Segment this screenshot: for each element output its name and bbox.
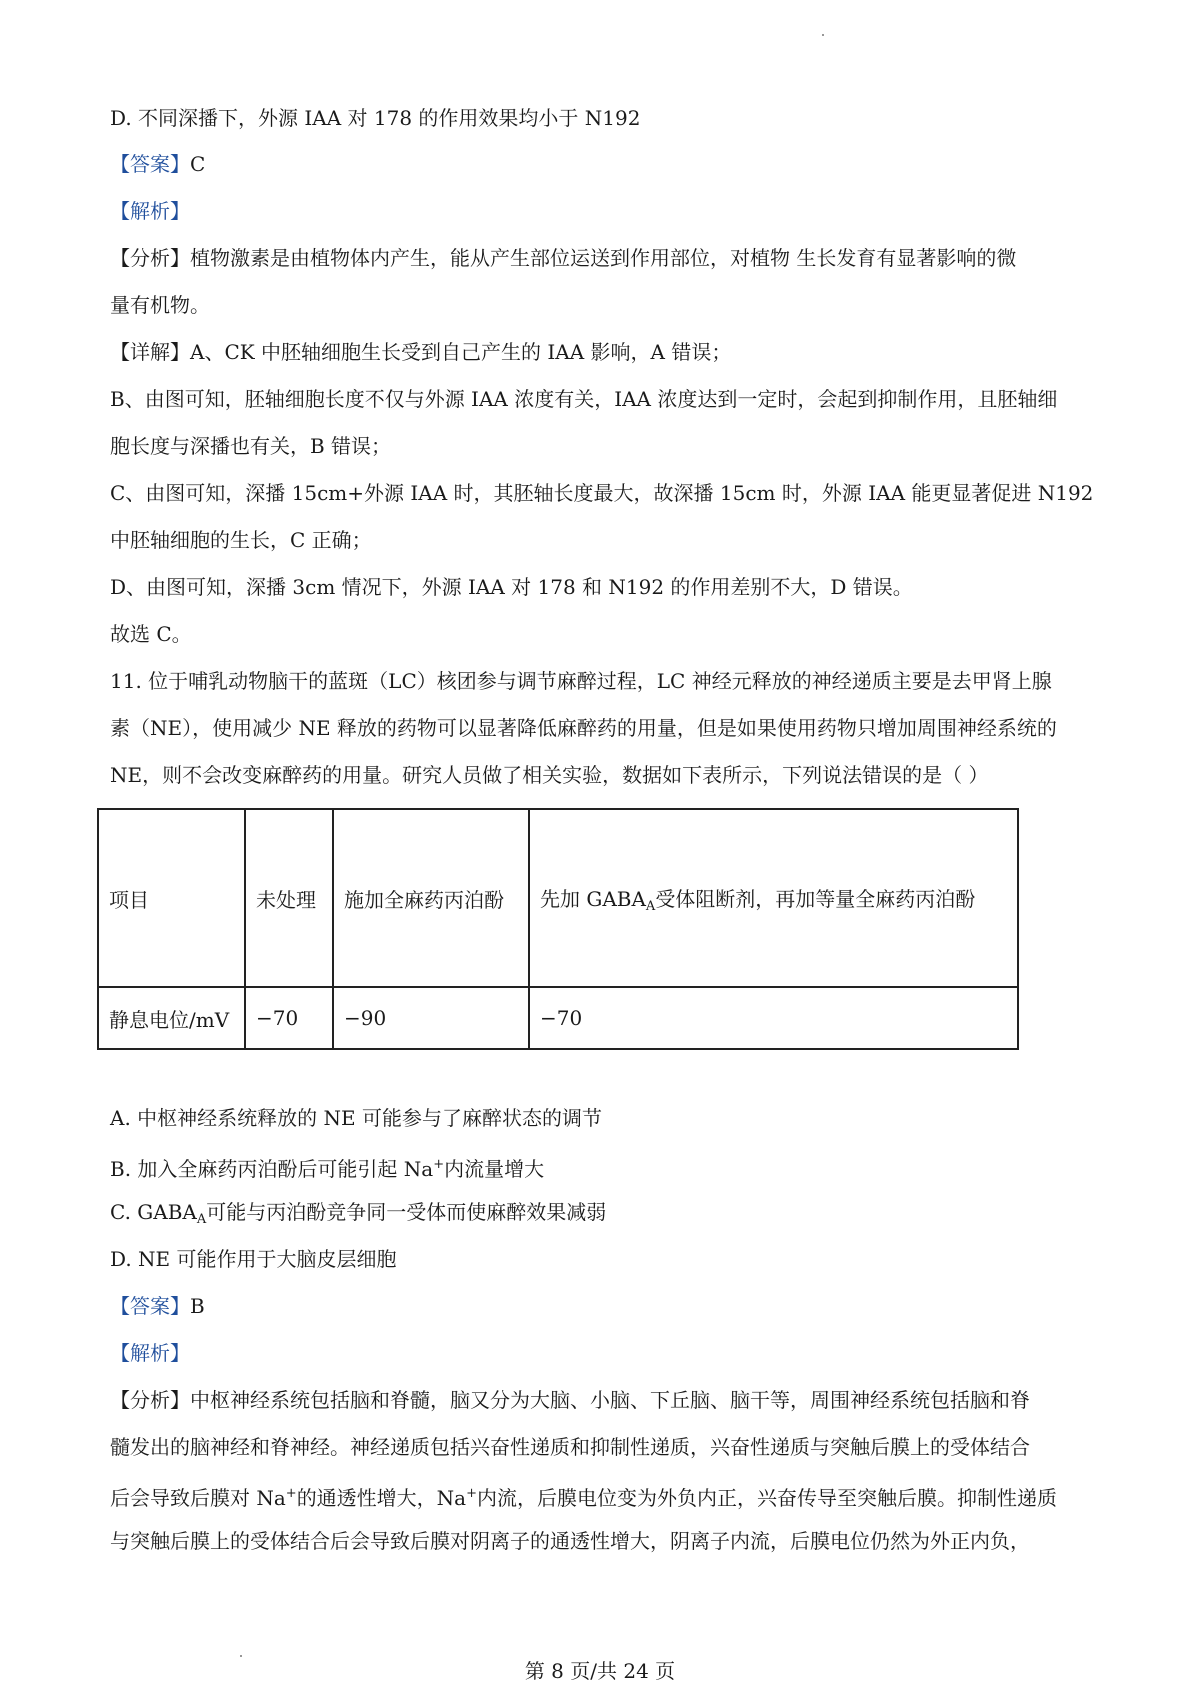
answer-line-2: [110, 1292, 1100, 1320]
table-header-untreated: 未处理: [245, 809, 333, 987]
scan-dot: [822, 34, 824, 36]
analysis-label: 【解析】: [110, 1341, 190, 1365]
detail-b-1: B、由图可知，胚轴细胞长度不仅与外源 IAA 浓度有关，IAA 浓度达到一定时，会起到抑制作用，且胚轴细: [110, 387, 1058, 411]
detail-a: 【详解】A、CK 中胚轴细胞生长受到自己产生的 IAA 影响，A 错误；: [110, 340, 732, 364]
analysis-heading: [110, 197, 1100, 225]
table-cell-propofol: −90: [333, 987, 529, 1049]
option-d: D. NE 可能作用于大脑皮层细胞: [110, 1247, 397, 1271]
detail-b-2: 胞长度与深播也有关，B 错误；: [110, 434, 392, 458]
question-11-line-1: 11. 位于哺乳动物脑干的蓝斑（LC）核团参与调节麻醉过程，LC 神经元释放的神经递质主要是去甲肾上腺: [110, 669, 1052, 693]
conclusion: 故选 C。: [110, 622, 192, 646]
analysis-text-2: 量有机物。: [110, 293, 210, 317]
answer-label: 【答案】: [110, 152, 190, 176]
option-b: B. 加入全麻药丙泊酚后可能引起 Na+内流量增大: [110, 1157, 545, 1181]
answer-value: B: [190, 1294, 205, 1318]
table-header-propofol: 施加全麻药丙泊酚: [333, 809, 529, 987]
answer-line: [110, 150, 1100, 178]
detail-c-2: 中胚轴细胞的生长，C 正确；: [110, 528, 372, 552]
question-11-line-3: NE，则不会改变麻醉药的用量。研究人员做了相关实验，数据如下表所示，下列说法错误的是（ ）: [110, 763, 989, 787]
analysis2-text-4: 与突触后膜上的受体结合后会导致后膜对阴离子的通透性增大，阴离子内流，后膜电位仍然为外正内负，: [110, 1529, 1030, 1553]
table-cell-blocker: −70: [529, 987, 1018, 1049]
table-row: [98, 809, 1018, 987]
table-row: [98, 987, 1018, 1049]
option-c: C. $GABA_A$可能与丙泊酚竞争同一受体而使麻醉效果减弱: [110, 1200, 607, 1227]
analysis-heading-2: [110, 1339, 1100, 1367]
analysis2-text-3: 后会导致后膜对 Na+的通透性增大，Na+内流，后膜电位变为外负内正，兴奋传导至突触后膜。抑制性递质: [110, 1486, 1058, 1510]
detail-d: D、由图可知，深播 3cm 情况下，外源 IAA 对 178 和 N192 的作用差别不大，D 错误。: [110, 575, 913, 599]
analysis-label: 【解析】: [110, 199, 190, 223]
answer-value: C: [190, 152, 206, 176]
table-header-item: 项目: [98, 809, 245, 987]
question-11-line-2: 素（NE），使用减少 NE 释放的药物可以显著降低麻醉药的用量，但是如果使用药物只增加周围神经系统的: [110, 716, 1057, 740]
option-d-prev: D. 不同深播下，外源 IAA 对 178 的作用效果均小于 N192: [110, 106, 641, 130]
table-header-blocker: 先加 $GABA_A$受体阻断剂，再加等量全麻药丙泊酚: [529, 809, 1018, 987]
analysis2-text-2: 髓发出的脑神经和脊神经。神经递质包括兴奋性递质和抑制性递质，兴奋性递质与突触后膜上的受体结合: [110, 1435, 1030, 1459]
detail-c-1: C、由图可知，深播 15cm+外源 IAA 时，其胚轴长度最大，故深播 15cm 时，外源 IAA 能更显著促进 N192: [110, 481, 1094, 505]
data-table: [97, 808, 1019, 1050]
analysis-text-1: 【分析】植物激素是由植物体内产生，能从产生部位运送到作用部位，对植物 生长发育有显著影响的微: [110, 246, 1017, 270]
option-a: A. 中枢神经系统释放的 NE 可能参与了麻醉状态的调节: [110, 1106, 602, 1130]
table-cell-label: 静息电位/mV: [98, 987, 245, 1049]
page-footer: 第 8 页/共 24 页: [524, 1659, 676, 1683]
table-cell-untreated: −70: [245, 987, 333, 1049]
answer-label: 【答案】: [110, 1294, 190, 1318]
analysis2-text-1: 【分析】中枢神经系统包括脑和脊髓，脑又分为大脑、小脑、下丘脑、脑干等，周围神经系统包括脑和脊: [110, 1388, 1030, 1412]
